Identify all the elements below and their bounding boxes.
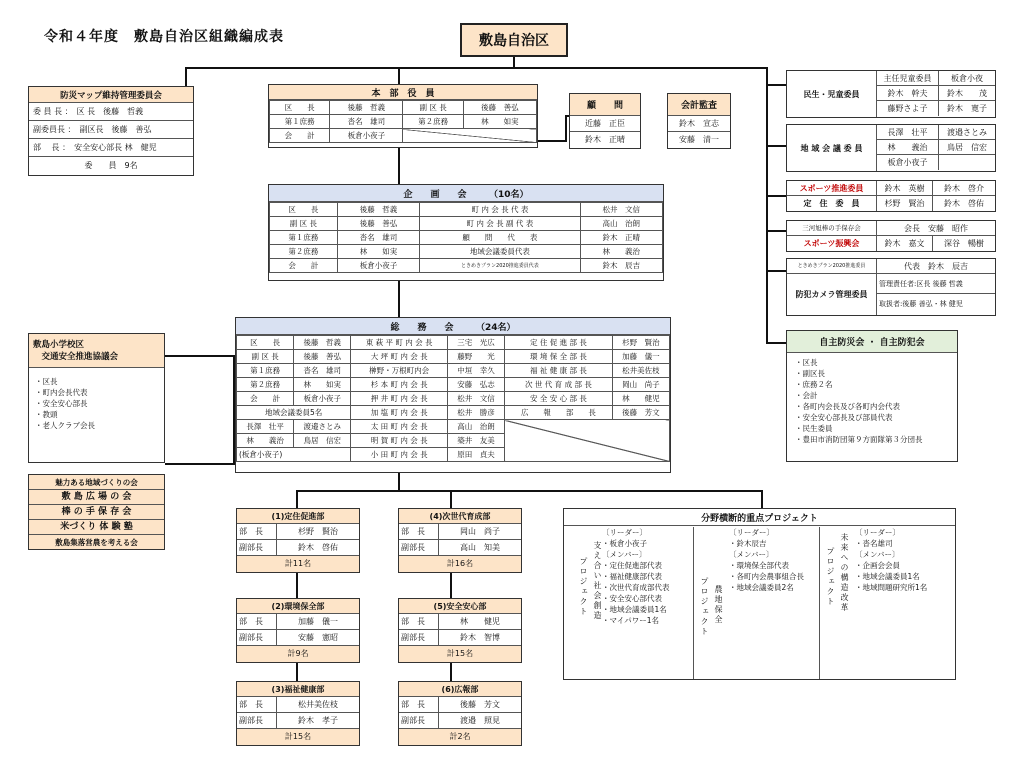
list-item: ・町内会長代表 — [35, 388, 88, 397]
list-item: 〔リーダー〕 — [602, 528, 647, 537]
sports-panel — [786, 180, 996, 212]
table-cell: 小 田 町 内 会 長 — [351, 448, 448, 462]
chiiki-cell: 林 義治 — [877, 140, 939, 154]
chiiki-cell: 渡邉さとみ — [947, 128, 987, 137]
table-cell: 林 健児 — [612, 392, 669, 406]
list-item: ・各町内会長及び各町内会代表 — [795, 402, 900, 411]
komon-member: 鈴木 正晴 — [585, 135, 625, 144]
honbu-table — [269, 100, 537, 143]
soumu-panel — [235, 317, 671, 473]
department-total: 計11名 — [237, 556, 359, 572]
department-bucho: 後藤 芳文 — [460, 700, 500, 709]
table-cell: 松井 文信 — [580, 203, 662, 217]
tokimeki-cell: 代表 鈴木 辰吉 — [904, 262, 968, 271]
department-fuku: 鈴木 孝子 — [298, 716, 338, 725]
camera-label: 防犯カメラ管理委員 — [787, 274, 877, 315]
project-col2-list — [729, 527, 804, 593]
shogakko-list — [29, 368, 164, 439]
table-cell: 長澤 壮平 — [237, 420, 294, 434]
table-row — [270, 217, 663, 231]
department-total: 計9名 — [237, 646, 359, 662]
honbu-panel — [268, 84, 538, 148]
table-cell: 会 計 — [270, 129, 330, 143]
jishu-list — [787, 353, 957, 449]
table-cell: 区 長 — [270, 101, 330, 115]
sports2-label: スポーツ振興会 — [787, 236, 877, 251]
department-role: 部 長 — [399, 697, 439, 712]
empty-cell — [403, 129, 537, 143]
table-cell: 大 坪 町 内 会 長 — [351, 350, 448, 364]
teiju-cell: 鈴木 啓佑 — [944, 199, 984, 208]
minsei-cell: 板倉小夜 — [951, 74, 983, 83]
table-cell: 高山 治朗 — [580, 217, 662, 231]
table-cell: 太 田 町 内 会 長 — [351, 420, 448, 434]
kansa-member: 安藤 清一 — [679, 135, 719, 144]
table-cell: 町 内 会 長 副 代 表 — [420, 217, 580, 231]
department-role: 部 長 — [399, 524, 439, 539]
department-role: 副部長 — [399, 540, 439, 555]
table-cell: 鳥居 信宏 — [294, 434, 351, 448]
bousai-map-row: 副委員長 ： 副区長 後藤 善弘 — [29, 121, 193, 139]
bousai-map-panel — [28, 86, 194, 176]
table-cell: 沓名 雄司 — [337, 231, 419, 245]
miryoku-item: 敷 島 広 場 の 会 — [29, 490, 164, 505]
project-col3 — [821, 527, 955, 679]
table-cell: 沓名 雄司 — [330, 115, 403, 129]
table-row — [270, 101, 537, 115]
list-item: ・地域会議委員2名 — [729, 583, 794, 592]
list-item: 〔メンバー〕 — [729, 550, 774, 559]
project-col1 — [564, 527, 694, 679]
table-cell: 東 萩 平 町 内 会 長 — [351, 336, 448, 350]
list-item: ・区長 — [795, 358, 818, 367]
empty-cell — [505, 420, 670, 462]
kansa-panel — [667, 93, 731, 149]
jishu-panel — [786, 330, 958, 462]
table-cell: 第２庶務 — [403, 115, 463, 129]
table-cell: (板倉小夜子) — [237, 448, 351, 462]
table-cell: 後藤 哲義 — [294, 336, 351, 350]
department-header: (3)福祉健康部 — [237, 682, 359, 697]
department-fuku: 鈴木 智博 — [460, 633, 500, 642]
kansa-header: 会計監査 — [668, 94, 730, 116]
project-header: 分野横断的重点プロジェクト — [564, 509, 955, 526]
soumu-table — [236, 335, 670, 462]
department-role: 部 長 — [399, 614, 439, 629]
minsei-cell: 鈴木 幹夫 — [877, 86, 939, 100]
project-col3-title: 未来への構造改革 — [840, 533, 849, 613]
department-bucho: 林 健児 — [460, 617, 500, 626]
project-col1-label: プロジェクト — [579, 557, 588, 617]
table-cell: 榊野・万根町内会 — [351, 364, 448, 378]
table-cell: 副 区 長 — [403, 101, 463, 115]
bousai-map-row: 委 員 長 ： 区 長 後藤 哲義 — [29, 103, 193, 121]
project-col2-label: プロジェクト — [700, 577, 709, 637]
project-col1-title: 支え合い社会創造 — [593, 541, 602, 621]
department-role: 副部長 — [399, 713, 439, 728]
department-role: 部 長 — [237, 614, 277, 629]
miryoku-item: 棒 の 手 保 存 会 — [29, 505, 164, 520]
table-cell: 副 区 長 — [270, 217, 338, 231]
table-cell: 後藤 善弘 — [337, 217, 419, 231]
list-item: ・地域問題研究所1名 — [855, 583, 928, 592]
project-col3-label: プロジェクト — [826, 547, 835, 607]
department-role: 副部長 — [237, 630, 277, 645]
table-cell: 中垣 幸久 — [447, 364, 504, 378]
table-cell: 松井美佐枝 — [612, 364, 669, 378]
department-role: 部 長 — [237, 697, 277, 712]
shogakko-header: 敷島小学校区 交通安全推進協議会 — [29, 334, 164, 368]
department-role: 副部長 — [237, 713, 277, 728]
department-panel — [398, 508, 522, 573]
list-item: ・豊田市消防団第９方面隊第３分団長 — [795, 435, 923, 444]
list-item: ・マイパワー1名 — [602, 616, 659, 625]
list-item: ・民生委員 — [795, 424, 833, 433]
page-title: 令和４年度 敷島自治区組織編成表 — [44, 29, 284, 45]
department-role: 部 長 — [237, 524, 277, 539]
list-item: ・鈴木辰吉 — [729, 539, 767, 548]
department-bucho: 岡山 尚子 — [460, 527, 500, 536]
department-panel — [236, 508, 360, 573]
komon-panel — [569, 93, 641, 149]
chiiki-label: 地 域 会 議 委 員 — [787, 125, 877, 171]
shogakko-panel — [28, 333, 165, 463]
table-cell: 安 全 安 心 部 長 — [505, 392, 613, 406]
table-row — [237, 392, 670, 406]
table-cell: 顧 問 代 表 — [420, 231, 580, 245]
table-cell: 地域会議委員5名 — [237, 406, 351, 420]
department-total: 計15名 — [237, 729, 359, 745]
list-item: ・福祉健康部代表 — [602, 572, 662, 581]
list-item: ・次世代育成部代表 — [602, 583, 670, 592]
table-cell: 第２庶務 — [270, 245, 338, 259]
table-cell: 広 報 部 長 — [505, 406, 613, 420]
komon-member: 近藤 正臣 — [570, 116, 640, 132]
table-row — [270, 231, 663, 245]
table-cell: 第１庶務 — [270, 231, 338, 245]
minsei-label: 民生・児童委員 — [787, 71, 877, 117]
project-col2 — [695, 527, 820, 679]
table-row — [237, 350, 670, 364]
chiiki-cell: 鳥居 信宏 — [947, 143, 987, 152]
honbu-header: 本 部 役 員 — [269, 85, 537, 100]
table-cell: 林 如実 — [294, 378, 351, 392]
tokimeki-label: ときめきプラン2020推進委員 — [787, 259, 877, 273]
department-fuku: 渡邉 照見 — [460, 716, 500, 725]
table-row — [270, 259, 663, 273]
bousai-map-row: 部 長 ： 安全安心部長 林 健児 — [29, 139, 193, 157]
list-item: ・環境保全部代表 — [729, 561, 789, 570]
list-item: ・企画会会員 — [855, 561, 900, 570]
table-cell: 区 長 — [270, 203, 338, 217]
project-col3-list — [855, 527, 927, 593]
miryoku-item: 敷島集落営農を考える会 — [55, 538, 138, 547]
list-item: ・安全安心部代表 — [602, 594, 662, 603]
table-cell: 高山 治朗 — [447, 420, 504, 434]
kikaku-header: 企 画 会 （10名） — [269, 185, 663, 202]
department-role: 副部長 — [399, 630, 439, 645]
table-cell: 会 計 — [270, 259, 338, 273]
project-col1-list — [602, 527, 670, 626]
komon-header: 顧 問 — [570, 94, 640, 116]
table-cell: 加 塩 町 内 会 長 — [351, 406, 448, 420]
table-cell: 後藤 善弘 — [463, 101, 536, 115]
table-cell: 押 井 町 内 会 長 — [351, 392, 448, 406]
table-row — [237, 406, 670, 420]
list-item: ・老人クラブ会長 — [35, 421, 95, 430]
table-row — [237, 364, 670, 378]
table-cell: 渡邉さとみ — [294, 420, 351, 434]
table-cell: 岡山 尚子 — [612, 378, 669, 392]
department-fuku: 高山 知美 — [460, 543, 500, 552]
kansa-member: 鈴木 宣志 — [668, 116, 730, 132]
list-item: 〔メンバー〕 — [602, 550, 647, 559]
table-row — [237, 336, 670, 350]
sports-cell: 鈴木 啓介 — [944, 184, 984, 193]
chiiki-cell: 長澤 壮平 — [877, 125, 939, 139]
table-cell: 会 計 — [237, 392, 294, 406]
table-cell: 安藤 弘志 — [447, 378, 504, 392]
table-cell: 後藤 哲義 — [337, 203, 419, 217]
minsei-cell: 鈴木 寛子 — [947, 104, 987, 113]
table-cell: 沓名 雄司 — [294, 364, 351, 378]
table-cell: 後藤 善弘 — [294, 350, 351, 364]
camera-cell: 取扱者:後藤 善弘・林 健児 — [879, 300, 963, 308]
department-header: (6)広報部 — [399, 682, 521, 697]
table-row — [270, 115, 537, 129]
sports2-cell: 深谷 暢樹 — [944, 239, 984, 248]
table-cell: 藤野 光 — [447, 350, 504, 364]
table-cell: 第２庶務 — [237, 378, 294, 392]
table-cell: 板倉小夜子 — [294, 392, 351, 406]
list-item: ・定住促進部代表 — [602, 561, 662, 570]
sports-cell: 鈴木 英樹 — [877, 181, 933, 195]
table-row — [270, 129, 537, 143]
mikawa-panel — [786, 220, 996, 252]
table-cell: 松井 勝彦 — [447, 406, 504, 420]
table-cell: 松井 文信 — [447, 392, 504, 406]
table-cell: ときめきプラン2020推進委員代表 — [420, 259, 580, 273]
list-item: 〔リーダー〕 — [855, 528, 900, 537]
miryoku-item: 米づくり 体 験 塾 — [29, 520, 164, 535]
chiiki-panel — [786, 124, 996, 172]
table-cell: 鈴木 正晴 — [580, 231, 662, 245]
table-cell: 明 賀 町 内 会 長 — [351, 434, 448, 448]
sports-label: スポーツ推進委員 — [787, 181, 877, 195]
table-cell: 第１庶務 — [237, 364, 294, 378]
table-cell: 鈴木 辰吉 — [580, 259, 662, 273]
table-cell: 次 世 代 育 成 部 長 — [505, 378, 613, 392]
department-header: (5)安全安心部 — [399, 599, 521, 614]
table-cell: 原田 貞夫 — [447, 448, 504, 462]
table-cell: 町 内 会 長 代 表 — [420, 203, 580, 217]
table-cell: 林 義治 — [580, 245, 662, 259]
department-bucho: 加藤 儀一 — [298, 617, 338, 626]
department-fuku: 安藤 憲昭 — [298, 633, 338, 642]
kikaku-table — [269, 202, 663, 273]
minsei-cell: 鈴木 茂 — [947, 89, 987, 98]
department-role: 副部長 — [237, 540, 277, 555]
department-panel — [236, 681, 360, 746]
table-cell: 第１庶務 — [270, 115, 330, 129]
table-row — [237, 378, 670, 392]
miryoku-item: 魅力ある地域づくりの会 — [29, 475, 164, 490]
project-col2-title: 農地保全 — [714, 585, 723, 625]
department-total: 計15名 — [399, 646, 521, 662]
table-cell: 後藤 芳文 — [612, 406, 669, 420]
mikawa-label: 三河旭棒の手保存会 — [787, 221, 877, 235]
bousai-map-row: 委 員 9名 — [84, 161, 138, 170]
table-cell: 板倉小夜子 — [330, 129, 403, 143]
table-cell: 杉 本 町 内 会 長 — [351, 378, 448, 392]
department-bucho: 松井美佐枝 — [298, 700, 338, 709]
list-item: ・沓名雄司 — [855, 539, 893, 548]
list-item: ・各町内会農事組合長 — [729, 572, 804, 581]
list-item: ・区長 — [35, 377, 58, 386]
table-cell: 林 如実 — [337, 245, 419, 259]
list-item: ・安全安心部長 — [35, 399, 88, 408]
department-panel — [398, 681, 522, 746]
teiju-label: 定 住 委 員 — [787, 196, 877, 211]
table-cell: 福 祉 健 康 部 長 — [505, 364, 613, 378]
department-panel — [398, 598, 522, 663]
table-cell: 副 区 長 — [237, 350, 294, 364]
table-cell: 杉野 賢治 — [612, 336, 669, 350]
table-cell: 加藤 儀一 — [612, 350, 669, 364]
minsei-cell: 主任児童委員 — [877, 71, 939, 85]
table-row — [270, 245, 663, 259]
table-cell: 三宅 光広 — [447, 336, 504, 350]
list-item: ・副区長 — [795, 369, 825, 378]
list-item: ・地域会議委員1名 — [602, 605, 667, 614]
table-cell: 林 義治 — [237, 434, 294, 448]
list-item: ・教頭 — [35, 410, 58, 419]
minsei-cell: 藤野さよ子 — [877, 101, 939, 116]
department-bucho: 杉野 賢治 — [298, 527, 338, 536]
table-cell: 後藤 哲義 — [330, 101, 403, 115]
department-panel — [236, 598, 360, 663]
camera-cell: 管理責任者:区長 後藤 哲義 — [877, 274, 995, 294]
jishu-header: 自主防災会 ・ 自主防犯会 — [787, 331, 957, 353]
department-total: 計16名 — [399, 556, 521, 572]
department-total: 計2名 — [399, 729, 521, 745]
list-item: ・会計 — [795, 391, 818, 400]
table-cell: 環 境 保 全 部 長 — [505, 350, 613, 364]
table-row — [237, 420, 670, 434]
tokimeki-panel — [786, 258, 996, 316]
department-fuku: 鈴木 啓佑 — [298, 543, 338, 552]
table-cell: 区 長 — [237, 336, 294, 350]
table-row — [270, 203, 663, 217]
table-cell: 築井 友美 — [447, 434, 504, 448]
kikaku-panel — [268, 184, 664, 281]
list-item: ・地域会議委員1名 — [855, 572, 920, 581]
mikawa-cell: 会長 安藤 昭作 — [904, 224, 968, 233]
table-cell: 板倉小夜子 — [337, 259, 419, 273]
soumu-header: 総 務 会 （24名） — [236, 318, 670, 335]
project-panel — [563, 508, 956, 680]
minsei-panel — [786, 70, 996, 118]
table-cell: 定 住 促 進 部 長 — [505, 336, 613, 350]
teiju-cell: 杉野 賢治 — [877, 196, 933, 211]
chiiki-cell: 板倉小夜子 — [877, 155, 939, 170]
table-cell: 林 如実 — [463, 115, 536, 129]
list-item: 〔メンバー〕 — [855, 550, 900, 559]
bousai-map-header: 防災マップ維持管理委員会 — [29, 87, 193, 103]
sports2-cell: 鈴木 嘉文 — [877, 236, 933, 251]
list-item: 〔リーダー〕 — [729, 528, 774, 537]
list-item: ・庶務２名 — [795, 380, 833, 389]
list-item: ・安全安心部長及び部員代表 — [795, 413, 893, 422]
table-cell: 地域会議委員代表 — [420, 245, 580, 259]
department-header: (2)環境保全部 — [237, 599, 359, 614]
list-item: ・板倉小夜子 — [602, 539, 647, 548]
department-header: (4)次世代育成部 — [399, 509, 521, 524]
root-node: 敷島自治区 — [460, 23, 568, 57]
department-header: (1)定住促進部 — [237, 509, 359, 524]
miryoku-panel — [28, 474, 165, 550]
